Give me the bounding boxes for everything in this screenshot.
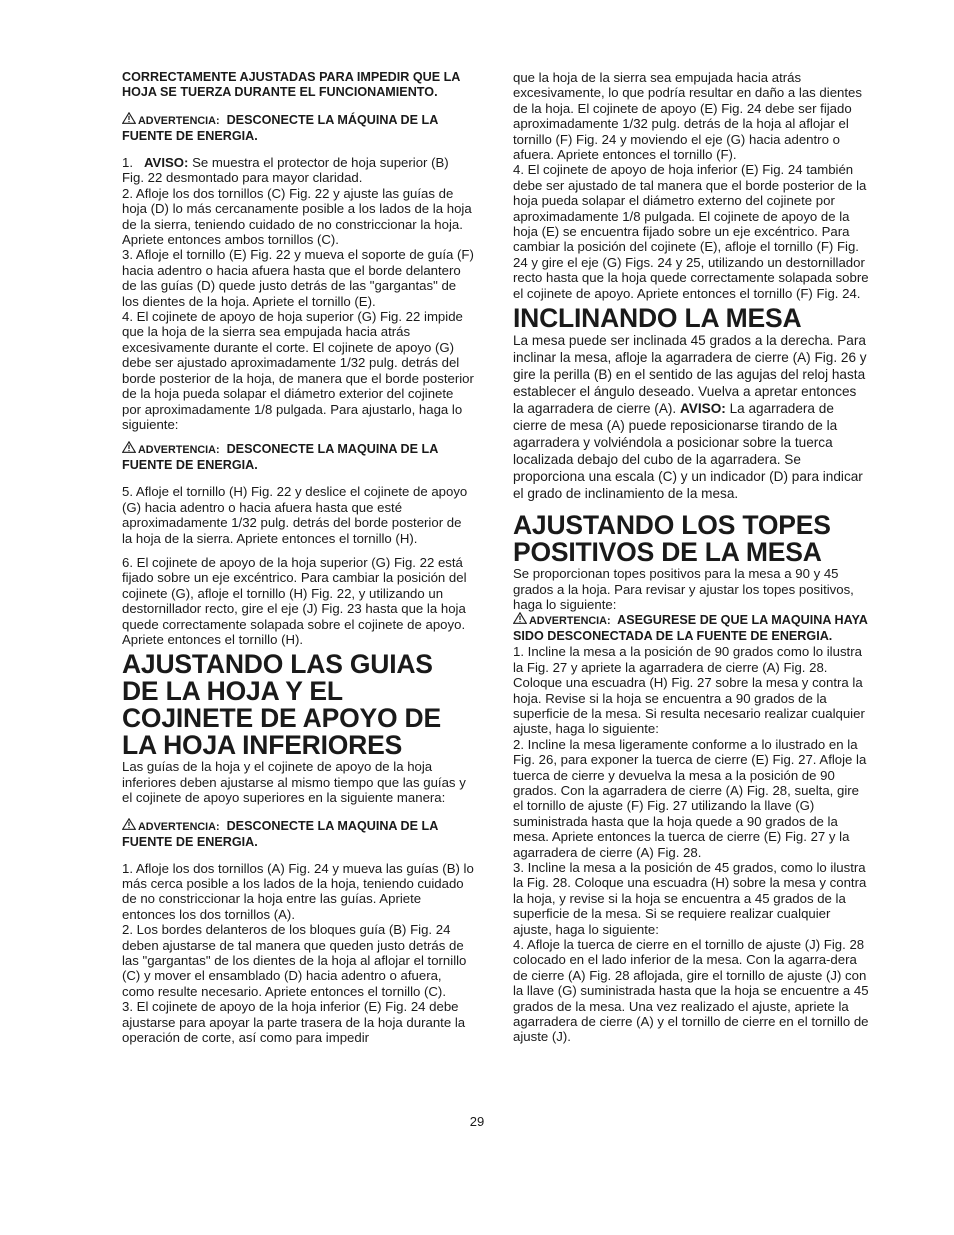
section-heading-positive-stops: AJUSTANDO LOS TOPES POSITIVOS DE LA MESA <box>513 510 831 568</box>
stops-step-1: 1. Incline la mesa a la posición de 90 grados como lo ilustra la Fig. 27 y apriete la agarradera de cierre (A) Fig. 28. Coloque una escuadra (H) Fig. 27 sobre la mesa y contra la hoja. Revise si la hoja se encuentra a 90 grados de la superficie de la mesa. Si resulta necesario realizar cualquier ajuste, haga lo siguiente: <box>513 644 865 737</box>
warning-2: ADVERTENCIA: DESCONECTE LA MAQUINA DE LA FUENTE DE ENERGIA. <box>122 442 438 473</box>
stops-step-4: 4. Afloje la tuerca de cierre en el tornillo de ajuste (J) Fig. 28 colocado en el lado inferior de la mesa. Con la agarra-dera de cierre (A) Fig. 28 aflojada, gire el tornillo de ajuste (J) con la llave (G) suministrada hasta que la hoja se encuentre a 45 grados de la mesa. Una vez realizado el ajuste, apriete la agarradera de cierre (A) y el tornillo de cierre en el tornillo de ajuste (J). <box>513 937 869 1045</box>
warning-4: ADVERTENCIA: ASEGURESE DE QUE LA MAQUINA HAYA SIDO DESCONECTADA DE LA FUENTE DE ENERGIA. <box>513 613 868 644</box>
warning-text: ASEGURESE DE QUE LA MAQUINA HAYA SIDO DESCONECTADA DE LA FUENTE DE ENERGIA <box>513 613 868 644</box>
warning-text: DESCONECTE LA MÁQUINA DE LA FUENTE DE ENERGIA <box>122 113 438 143</box>
warning-text: DESCONECTE LA MAQUINA DE LA FUENTE DE ENERGIA <box>122 442 438 473</box>
warning-label: ADVERTENCIA: <box>138 820 220 833</box>
lower-step-1: 1. Afloje los dos tornillos (A) Fig. 24 y mueva las guías (B) lo más cerca posible a los lados de la hoja, teniendo cuidado de no constriccionar la hoja entre las guías. Apriete entonces los dos tornillos (A). <box>122 860 474 922</box>
warning-triangle-icon <box>122 441 136 453</box>
warning-label: ADVERTENCIA: <box>529 615 611 628</box>
step-2: 2. Afloje los dos tornillos (C) Fig. 22 y ajuste las guías de hoja (D) lo más cercanamente posible a los lados de la hoja de la sierra, teniendo cuidado de no constriccionar la hoja. Apriete entonces ambos tornillos (C). <box>122 185 472 248</box>
warning-triangle-icon <box>122 818 136 830</box>
step-1: 1. AVISO: Se muestra el protector de hoja superior (B) Fig. 22 desmontado para mayor claridad. <box>122 155 449 186</box>
lower-step-3: 3. El cojinete de apoyo de la hoja inferior (E) Fig. 24 debe ajustarse para apoyar la parte trasera de la hoja durante la operación de corte, así como para impedir <box>122 999 466 1046</box>
stops-step-3: 3. Incline la mesa a la posición de 45 grados, como lo ilustra la Fig. 28. Coloque una escuadra (H) sobre la mesa y contra la hoja, y revise si la hoja se encuentra a 45 grados de la superficie de la mesa. Si se requiere realizar cualquier ajuste, haga lo siguiente: <box>513 860 867 937</box>
warning-triangle-icon <box>513 612 527 624</box>
step-6: 6. El cojinete de apoyo de la hoja superior (G) Fig. 22 está fijado sobre un eje excéntrico. Para cambiar la posición del cojinete (G), afloje el tornillo (H) Fig. 22, y utilizando un destornillador recto, gire el eje (J) Fig. 23 hasta que la hoja quede correctamente solapada sobre el cojinete de apoyo. Apriete entonces el tornillo (H). <box>122 554 467 647</box>
left-column <box>122 70 474 1045</box>
warning-triangle-icon <box>122 112 136 124</box>
section-heading-lower-guides: AJUSTANDO LAS GUIAS DE LA HOJA Y EL COJINETE DE APOYO DE LA HOJA INFERIORES <box>122 649 441 761</box>
step-5: 5. Afloje el tornillo (H) Fig. 22 y deslice el cojinete de apoyo (G) hacia adentro o hacia afuera hasta que esté aproximadamente 1/32 pulg. detrás del borde posterior de la hoja de la sierra. Apriete entonces el tornillo (H). <box>122 484 468 546</box>
stops-intro: Se proporcionan topes positivos para la mesa a 90 y 45 grados a la hoja. Para revisar y ajustar los topes positivos, haga lo siguiente: <box>513 566 854 612</box>
warning-text: DESCONECTE LA MAQUINA DE LA FUENTE DE ENERGIA <box>122 818 438 849</box>
lower-step-2: 2. Los bordes delanteros de los bloques guía (B) Fig. 24 deben ajustarse de tal manera que queden justo detrás de las "gargantas" de los dientes de la hoja al aflojar el tornillo (C) y mover el ensamblado (D) hacia adentro o afuera, como resulte necesario. Apriete entonces el tornillo (C). <box>122 922 467 999</box>
warning-label: ADVERTENCIA: <box>138 115 220 127</box>
lower-step-3-continued: que la hoja de la sierra sea empujada hacia atrás excesivamente, lo que podría resultar en daño a las dientes de la hoja. El cojinete de apoyo (E) Fig. 24 debe ser fijado aproximadamente 1/32 pulg. detrás de la hoja al aflojar el tornillo (F) Fig. 24 y moviendo el eje (G) hacia adentro o afuera. Apriete entonces el tornillo (F). <box>513 70 862 163</box>
lower-intro: Las guías de la hoja y el cojinete de apoyo de la hoja inferiores deben ajustarse al mismo tiempo que las guías y el cojinete de apoyo superiores en la siguiente manera: <box>122 759 466 806</box>
stops-step-2: 2. Incline la mesa ligeramente conforme a lo ilustrado en la Fig. 26, para exponer la tuerca de cierre (E) Fig. 27. Afloje la tuerca de cierre y devuelva la mesa a la posición de 90 grados. Con la agarradera de cierre (A) Fig. 28, suelta, gire el tornillo de ajuste (F) Fig. 27 utilizando la llave (G) suministrada hasta que la hoja quede a 90 grados de la mesa. Apriete entonces la tuerca de cierre (E) Fig. 27 y la agarradera de cierre (A) Fig. 28. <box>513 736 867 860</box>
warning-1: ADVERTENCIA: DESCONECTE LA MÁQUINA DE LA FUENTE DE ENERGIA. <box>122 113 438 143</box>
tilt-paragraph: La mesa puede ser inclinada 45 grados a la derecha. Para inclinar la mesa, afloje la agarradera de cierre (A) Fig. 26 y gire la perilla (B) en el sentido de las agujas del reloj hasta establecer el ángulo deseado. Vuelva a apretar entonces la agarradera de cierre (A). AVISO: La agarradera de cierre de mesa (A) puede reposicionarse tirando de la agarradera y volviéndola a posicionar sobre la tuerca localizada debajo del cubo de la agarradera. Se proporciona una escala (C) y un indicador (D) para indicar el grado de inclinamiento de la mesa. <box>513 333 867 502</box>
lower-step-4: 4. El cojinete de apoyo de hoja inferior (E) Fig. 24 también debe ser ajustado de tal manera que el borde posterior de la hoja pueda solapar el diámetro externo del cojinete por aproximadamente 1/8 pulgada. El cojinete de apoyo de la hoja (E) se encuentra fijado sobre un eje excéntrico. Para cambiar la posición del cojinete (E), afloje el tornillo (F) Fig. 24 y gire el eje (G) Figs. 24 y 25, utilizando un destornillador recto hasta que la hoja quede correctamente solapada sobre el cojinete de apoyo. Apriete entonces el tornillo (F) Fig. 24. <box>513 162 869 301</box>
warning-label: ADVERTENCIA: <box>138 444 220 457</box>
section-heading-tilt: INCLINANDO LA MESA <box>513 303 802 334</box>
step-3: 3. Afloje el tornillo (E) Fig. 22 y mueva el soporte de guía (F) hacia adentro o hacia afuera hasta que el borde delantero de las guías (D) quede justo detrás de las "gargantas" de los dientes de la hoja. Apriete el tornillo (E). <box>122 247 474 309</box>
right-column <box>513 70 869 1045</box>
page-number: 29 <box>469 1114 485 1129</box>
warning-3: ADVERTENCIA: DESCONECTE LA MAQUINA DE LA FUENTE DE ENERGIA. <box>122 818 438 849</box>
step-4: 4. El cojinete de apoyo de hoja superior (G) Fig. 22 impide que la hoja de la sierra sea empujada hacia atrás excesivamente durante el corte. El cojinete de apoyo (G) debe ser ajustado aproximadamente 1/32 pulg. detrás del borde posterior de la hoja, de manera que el borde posterior de la hoja pueda solapar el diámetro exterior del cojinete por aproximadamente 1/8 pulgada. Para ajustarlo, haga lo siguiente: <box>122 309 474 432</box>
intro-warning-text: CORRECTAMENTE AJUSTADAS PARA IMPEDIR QUE LA HOJA SE TUERZA DURANTE EL FUNCIONAMIENTO. <box>122 70 460 99</box>
